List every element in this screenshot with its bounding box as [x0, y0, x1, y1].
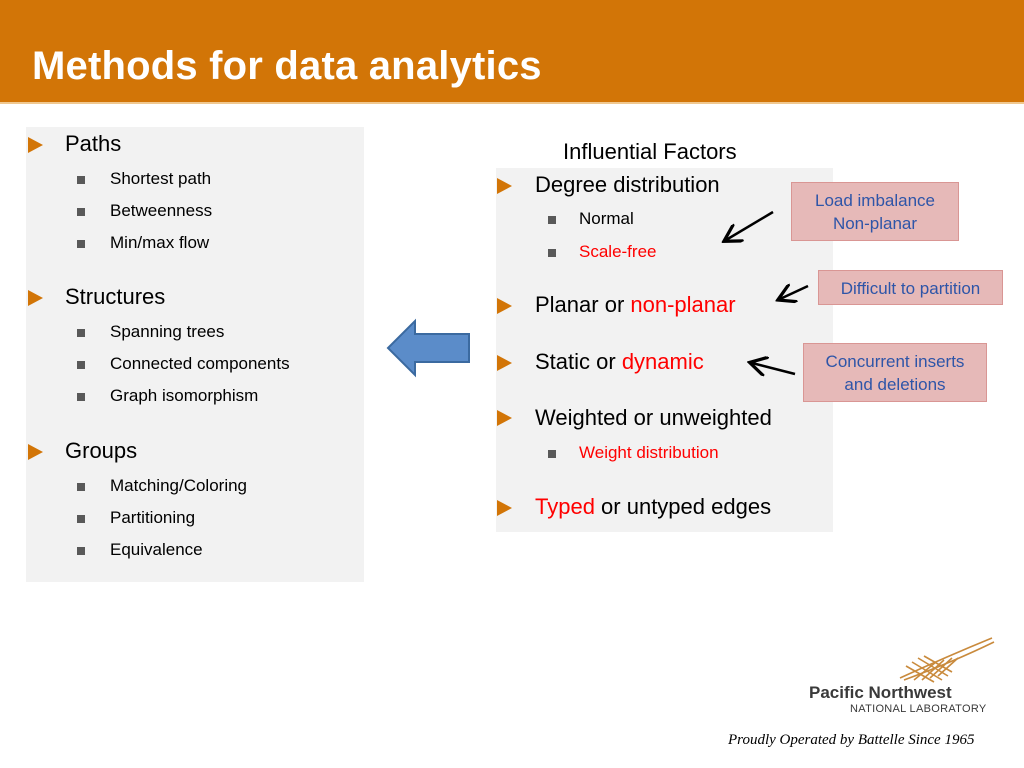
callout-line: Difficult to partition: [840, 279, 981, 298]
group-label-groups: Groups: [65, 438, 138, 463]
callout-line: Concurrent inserts: [825, 352, 965, 371]
factor-text: Static or: [535, 349, 622, 374]
pointer-arrow-icon: [752, 363, 795, 374]
factor-item: Normal: [579, 209, 634, 228]
factor-weighted: Weighted or unweighted: [535, 405, 772, 430]
method-item: Betweenness: [110, 201, 213, 220]
factor-item-highlight: Weight distribution: [579, 443, 719, 462]
footer-tagline: Proudly Operated by Battelle Since 1965: [728, 732, 975, 748]
factor-text: or untyped edges: [594, 494, 772, 519]
org-subtitle: NATIONAL LABORATORY: [850, 703, 987, 715]
pointer-arrow-icon: [780, 286, 808, 299]
method-item: Spanning trees: [110, 322, 225, 341]
method-item: Matching/Coloring: [110, 476, 248, 495]
factor-highlight: non-planar: [630, 292, 736, 317]
factor-highlight: Typed: [535, 494, 595, 519]
method-item: Shortest path: [110, 169, 212, 188]
method-item: Equivalence: [110, 540, 203, 559]
factors-heading: Influential Factors: [563, 139, 737, 164]
factor-text: Planar or: [535, 292, 631, 317]
callout-line: Non-planar: [832, 214, 918, 233]
method-item: Graph isomorphism: [110, 386, 259, 405]
callout-line: and deletions: [844, 375, 946, 394]
factor-degree-distribution: Degree distribution: [535, 172, 720, 197]
group-label-structures: Structures: [65, 284, 166, 309]
method-item: Partitioning: [110, 508, 196, 527]
method-item: Connected components: [110, 354, 290, 373]
factor-highlight: dynamic: [621, 349, 704, 374]
group-label-paths: Paths: [65, 131, 122, 156]
pointer-arrow-icon: [726, 212, 773, 240]
slide-title: Methods for data analytics: [32, 44, 542, 88]
factor-item-highlight: Scale-free: [579, 242, 657, 261]
org-name: Pacific Northwest: [809, 683, 952, 702]
method-item: Min/max flow: [110, 233, 210, 252]
callout-line: Load imbalance: [814, 191, 936, 210]
